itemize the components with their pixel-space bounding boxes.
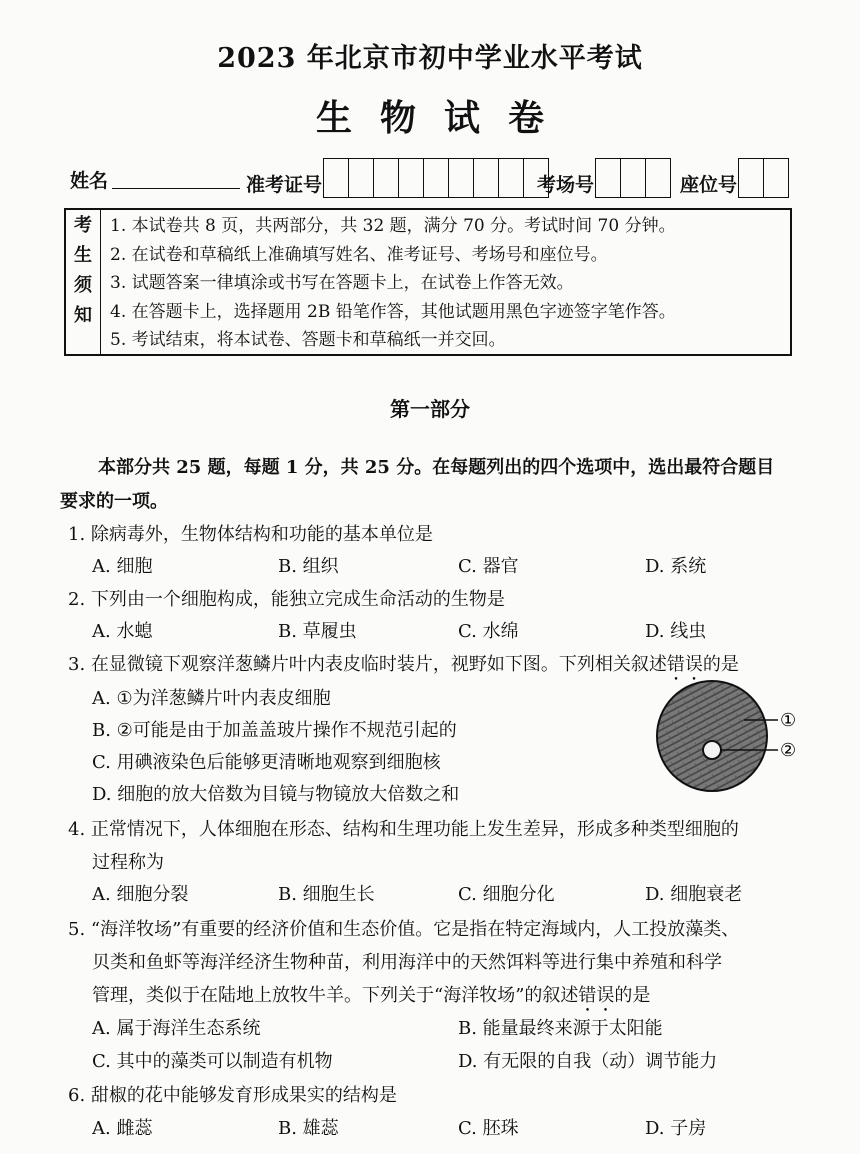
stem-text: 3. 在显微镜下观察洋葱鳞片叶内表皮临时装片，视野如下图。下列相关叙述 (68, 654, 667, 675)
air-bubble (703, 741, 721, 759)
q6-option-b[interactable]: B. 雄蕊 (278, 1118, 339, 1139)
question-5-stem-line1: 5. “海洋牧场”有重要的经济价值和生态价值。它是指在特定海域内，人工投放藻类、 (68, 919, 740, 940)
q5-option-b[interactable]: B. 能量最终来源于太阳能 (458, 1018, 663, 1039)
room-label: 考场号 (537, 174, 595, 196)
part-intro-line2: 要求的一项。 (60, 491, 168, 512)
subject-title: 生物试卷 (315, 97, 572, 139)
question-5-stem-line2: 贝类和鱼虾等海洋经济生物种苗，利用海洋中的天然饵料等进行集中养殖和科学 (92, 952, 722, 973)
q1-option-d[interactable]: D. 系统 (645, 556, 707, 577)
instruction-item: 5. 考试结束，将本试卷、答题卡和草稿纸一并交回。 (110, 330, 506, 351)
question-1-stem: 1. 除病毒外，生物体结构和功能的基本单位是 (68, 524, 433, 545)
figure-label-2: ② (780, 740, 797, 761)
microscope-field-figure (654, 676, 814, 800)
room-boxes[interactable] (595, 158, 671, 198)
instructions-side-label (66, 210, 101, 354)
instruction-item: 3. 试题答案一律填涂或书写在答题卡上，在试卷上作答无效。 (110, 273, 574, 294)
emphasis-text: 错误 (666, 654, 703, 675)
q3-option-b[interactable]: B. ②可能是由于加盖盖玻片操作不规范引起的 (92, 720, 457, 741)
q5-option-c[interactable]: C. 其中的藻类可以制造有机物 (92, 1051, 333, 1072)
q1-option-b[interactable]: B. 组织 (278, 556, 339, 577)
question-4-stem-line2: 过程称为 (92, 852, 164, 873)
q5-option-d[interactable]: D. 有无限的自我（动）调节能力 (458, 1051, 718, 1072)
q6-option-c[interactable]: C. 胚珠 (458, 1118, 519, 1139)
name-field[interactable] (112, 188, 240, 189)
seat-boxes[interactable] (738, 158, 789, 198)
exam-title: 2023 年北京市初中学业水平考试 (217, 43, 643, 74)
part-intro-line1: 本部分共 25 题，每题 1 分，共 25 分。在每题列出的四个选项中，选出最符合题目 (98, 457, 775, 478)
side-char: 生 (74, 245, 92, 266)
exam-id-boxes[interactable] (323, 158, 549, 198)
q2-option-a[interactable]: A. 水螅 (92, 621, 153, 642)
q4-option-d[interactable]: D. 细胞衰老 (645, 884, 743, 905)
question-2-stem: 2. 下列由一个细胞构成，能独立完成生命活动的生物是 (68, 589, 505, 610)
q5-option-a[interactable]: A. 属于海洋生态系统 (92, 1018, 261, 1039)
q2-option-d[interactable]: D. 线虫 (645, 621, 707, 642)
q1-option-a[interactable]: A. 细胞 (92, 556, 153, 577)
question-6-stem: 6. 甜椒的花中能够发育形成果实的结构是 (68, 1085, 397, 1106)
question-3-stem (68, 650, 739, 685)
side-char: 须 (74, 275, 92, 296)
q4-option-b[interactable]: B. 细胞生长 (278, 884, 375, 905)
stem-text: 的是 (614, 985, 651, 1006)
part-title: 第一部分 (390, 397, 470, 421)
instruction-item: 2. 在试卷和草稿纸上准确填写姓名、准考证号、考场号和座位号。 (110, 244, 608, 265)
instructions-box (64, 208, 792, 356)
q3-option-d[interactable]: D. 细胞的放大倍数为目镜与物镜放大倍数之和 (92, 784, 460, 805)
emphasis-text: 错误 (578, 985, 615, 1006)
question-4-stem-line1: 4. 正常情况下，人体细胞在形态、结构和生理功能上发生差异，形成多种类型细胞的 (68, 819, 739, 840)
stem-text: 管理，类似于在陆地上放牧牛羊。下列关于“海洋牧场”的叙述 (92, 985, 579, 1006)
exam-id-label: 准考证号 (246, 174, 323, 196)
instruction-item: 4. 在答题卡上，选择题用 2B 铅笔作答，其他试题用黑色字迹签字笔作答。 (110, 301, 676, 322)
q4-option-c[interactable]: C. 细胞分化 (458, 884, 555, 905)
name-label: 姓名 (70, 170, 109, 192)
instructions-list (110, 212, 676, 355)
q2-option-b[interactable]: B. 草履虫 (278, 621, 357, 642)
q1-option-c[interactable]: C. 器官 (458, 556, 519, 577)
side-char: 考 (74, 215, 92, 236)
q3-option-c[interactable]: C. 用碘液染色后能够更清晰地观察到细胞核 (92, 752, 441, 773)
q3-option-a[interactable]: A. ①为洋葱鳞片叶内表皮细胞 (92, 688, 331, 709)
stem-text: 的是 (702, 654, 739, 675)
question-5-stem-line3 (92, 981, 650, 1016)
side-char: 知 (74, 305, 92, 326)
figure-label-1: ① (780, 710, 797, 731)
instruction-item: 1. 本试卷共 8 页，共两部分，共 32 题，满分 70 分。考试时间 70 分钟。 (110, 216, 676, 236)
q4-option-a[interactable]: A. 细胞分裂 (92, 884, 189, 905)
q6-option-d[interactable]: D. 子房 (645, 1118, 707, 1139)
q6-option-a[interactable]: A. 雌蕊 (92, 1118, 153, 1139)
q2-option-c[interactable]: C. 水绵 (458, 621, 519, 642)
seat-label: 座位号 (680, 174, 738, 196)
